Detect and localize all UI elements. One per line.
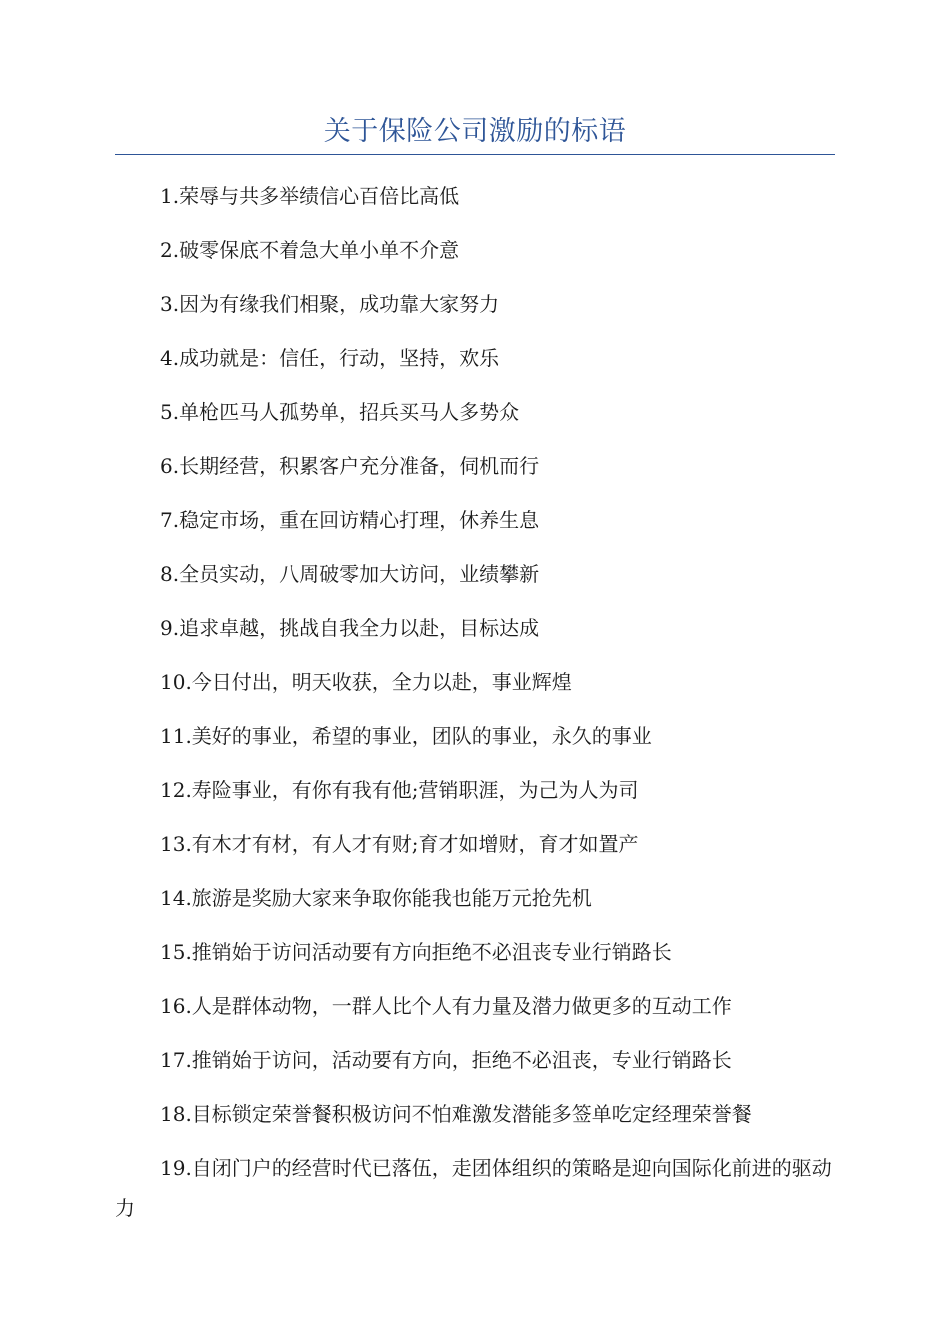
list-item: 7.稳定市场，重在回访精心打理，休养生息 <box>160 508 540 532</box>
list-item: 19.自闭门户的经营时代已落伍，走团体组织的策略是迎向国际化前进的驱动力 <box>115 1156 832 1220</box>
page-title: 关于保险公司激励的标语 <box>323 116 627 147</box>
list-item: 3.因为有缘我们相聚，成功靠大家努力 <box>160 292 500 316</box>
slogan-list <box>115 176 835 1242</box>
list-item: 13.有木才有材，有人才有财;育才如增财，育才如置产 <box>160 832 639 856</box>
list-item: 17.推销始于访问，活动要有方向，拒绝不必沮丧，专业行销路长 <box>160 1048 732 1072</box>
list-item: 1.荣辱与共多举绩信心百倍比高低 <box>160 184 460 208</box>
list-item: 8.全员实动，八周破零加大访问，业绩攀新 <box>160 562 540 586</box>
title-underline <box>115 154 835 155</box>
list-item: 11.美好的事业，希望的事业，团队的事业，永久的事业 <box>160 724 652 748</box>
list-item: 4.成功就是：信任，行动，坚持，欢乐 <box>160 346 500 370</box>
list-item: 12.寿险事业，有你有我有他;营销职涯，为己为人为司 <box>160 778 639 802</box>
list-item: 9.追求卓越，挑战自我全力以赴，目标达成 <box>160 616 540 640</box>
list-item: 18.目标锁定荣誉餐积极访问不怕难激发潜能多签单吃定经理荣誉餐 <box>160 1102 752 1126</box>
list-item: 10.今日付出，明天收获，全力以赴，事业辉煌 <box>160 670 572 694</box>
list-item: 15.推销始于访问活动要有方向拒绝不必沮丧专业行销路长 <box>160 940 672 964</box>
list-item: 16.人是群体动物，一群人比个人有力量及潜力做更多的互动工作 <box>160 994 732 1018</box>
list-item: 14.旅游是奖励大家来争取你能我也能万元抢先机 <box>160 886 592 910</box>
list-item: 2.破零保底不着急大单小单不介意 <box>160 238 460 262</box>
list-item: 5.单枪匹马人孤势单，招兵买马人多势众 <box>160 400 520 424</box>
list-item: 6.长期经营，积累客户充分准备，伺机而行 <box>160 454 540 478</box>
